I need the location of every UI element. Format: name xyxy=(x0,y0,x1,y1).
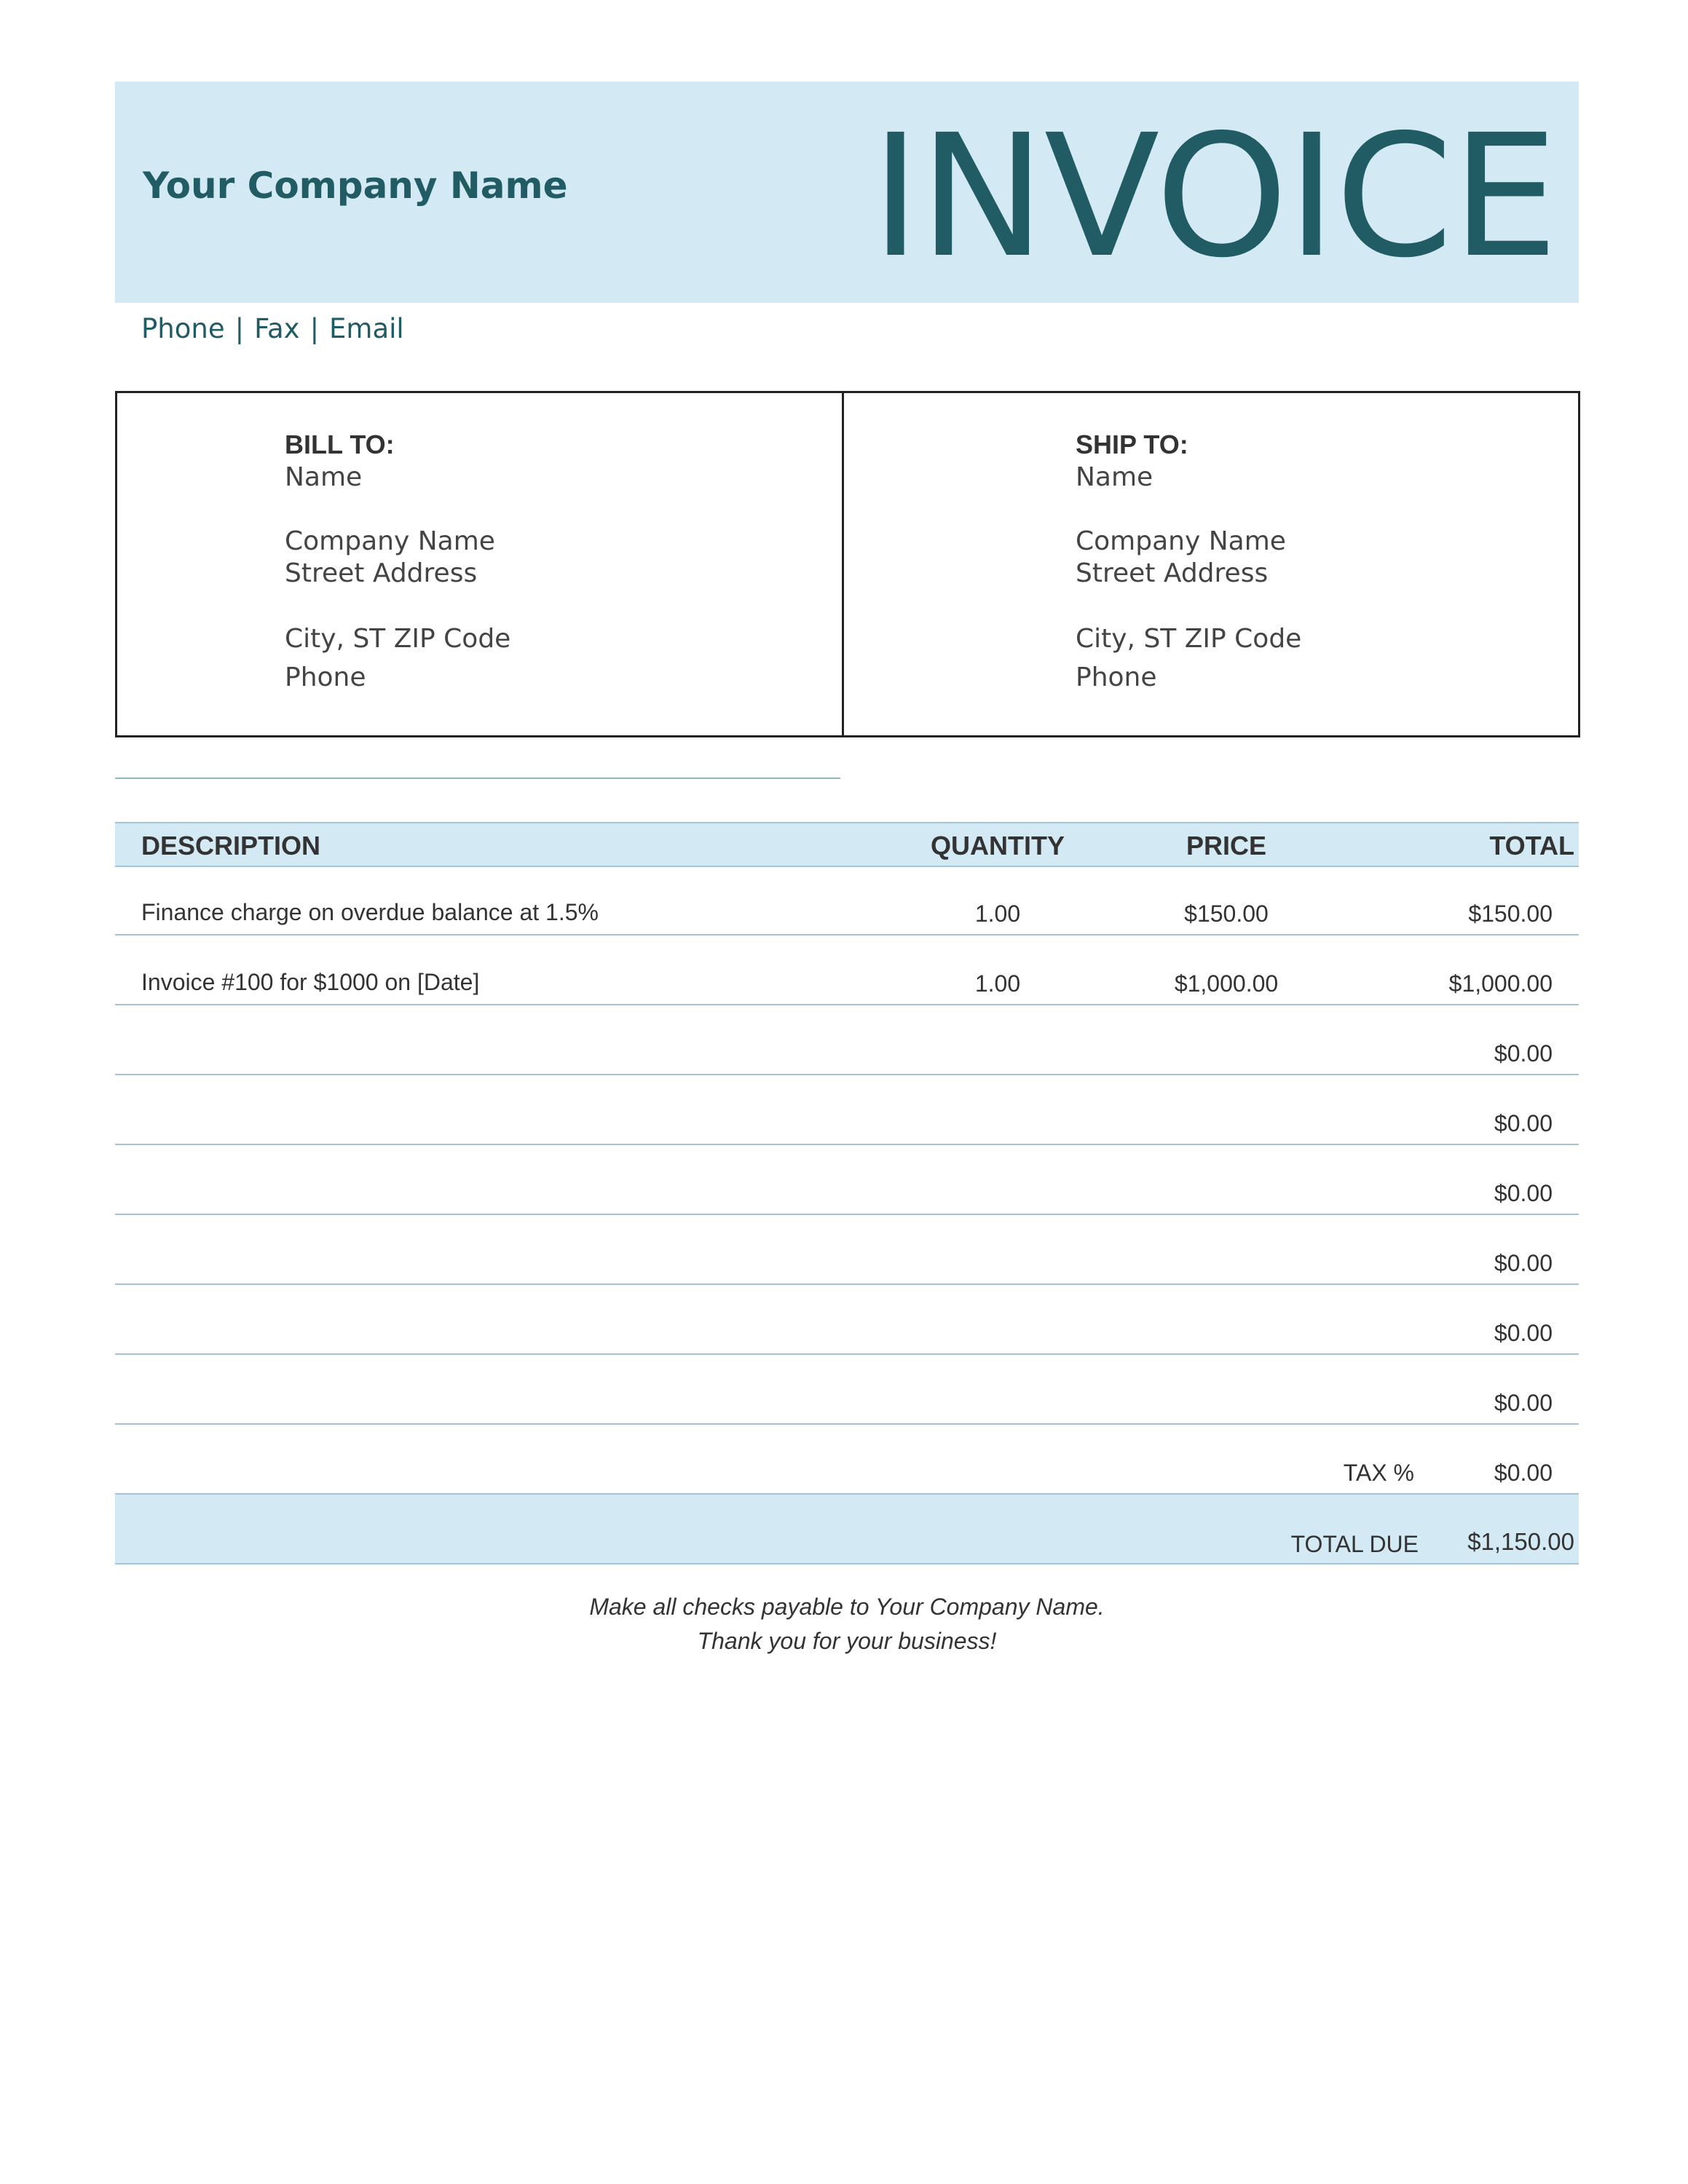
tax-value: $0.00 xyxy=(1494,1460,1553,1486)
ship-to-name: Name xyxy=(1076,462,1153,492)
table-row xyxy=(115,1005,1579,1075)
header-price: PRICE xyxy=(1186,831,1267,860)
ship-to-city: City, ST ZIP Code xyxy=(1076,624,1302,654)
contact-email: Email xyxy=(329,313,404,344)
header-description: DESCRIPTION xyxy=(141,831,321,860)
row-quantity: 1.00 xyxy=(974,970,1021,997)
contact-fax: Fax xyxy=(254,313,300,344)
signature-rule xyxy=(115,778,840,779)
total-due-value: $1,150.00 xyxy=(1467,1528,1574,1555)
row-total: $0.00 xyxy=(1494,1250,1553,1276)
header-band xyxy=(115,82,1579,303)
row-quantity: 1.00 xyxy=(974,901,1021,927)
address-divider xyxy=(842,393,844,735)
address-box xyxy=(115,391,1580,737)
row-description: Finance charge on overdue balance at 1.5% xyxy=(141,899,599,925)
bill-to-name: Name xyxy=(285,462,363,492)
table-row xyxy=(115,1215,1579,1285)
bill-to-label: BILL TO: xyxy=(285,430,395,459)
footer-line-payable: Make all checks payable to Your Company Name. xyxy=(589,1594,1105,1620)
row-total: $0.00 xyxy=(1494,1390,1553,1416)
row-price: $1,000.00 xyxy=(1174,970,1279,997)
row-total: $0.00 xyxy=(1494,1040,1553,1067)
table-row xyxy=(115,1145,1579,1215)
header-quantity: QUANTITY xyxy=(931,831,1065,860)
contact-line xyxy=(141,313,404,344)
table-row xyxy=(115,935,1579,1005)
row-total: $150.00 xyxy=(1468,901,1553,927)
table-row xyxy=(115,1285,1579,1355)
footer-note xyxy=(115,1590,1579,1658)
row-total: $1,000.00 xyxy=(1448,970,1553,997)
total-due-label: TOTAL DUE xyxy=(1290,1531,1419,1557)
row-description: Invoice #100 for $1000 on [Date] xyxy=(141,969,480,995)
table-row xyxy=(115,1355,1579,1425)
ship-to-company: Company Name xyxy=(1076,526,1286,556)
row-total: $0.00 xyxy=(1494,1320,1553,1346)
table-row xyxy=(115,1075,1579,1145)
tax-row xyxy=(115,1425,1579,1495)
bill-to-street: Street Address xyxy=(285,558,478,588)
header-total: TOTAL xyxy=(1489,831,1574,860)
total-due-row xyxy=(115,1495,1579,1564)
invoice-title: INVOICE xyxy=(870,98,1557,295)
contact-phone: Phone xyxy=(141,313,225,344)
bill-to-phone: Phone xyxy=(285,662,366,692)
footer-line-thanks: Thank you for your business! xyxy=(697,1628,997,1654)
row-price: $150.00 xyxy=(1184,901,1269,927)
line-items xyxy=(115,866,1579,1564)
ship-to-label: SHIP TO: xyxy=(1076,430,1188,459)
ship-to-phone: Phone xyxy=(1076,662,1157,692)
table-row xyxy=(115,866,1579,935)
bill-to-block xyxy=(285,430,510,696)
table-header xyxy=(115,822,1579,867)
bill-to-company: Company Name xyxy=(285,526,495,556)
row-total: $0.00 xyxy=(1494,1110,1553,1136)
ship-to-street: Street Address xyxy=(1076,558,1269,588)
tax-label: TAX % xyxy=(1343,1460,1414,1486)
ship-to-block xyxy=(1076,430,1301,696)
contact-separator: | xyxy=(234,313,245,344)
row-total: $0.00 xyxy=(1494,1180,1553,1206)
bill-to-city: City, ST ZIP Code xyxy=(285,624,511,654)
contact-separator: | xyxy=(309,313,320,344)
company-name: Your Company Name xyxy=(143,165,568,207)
